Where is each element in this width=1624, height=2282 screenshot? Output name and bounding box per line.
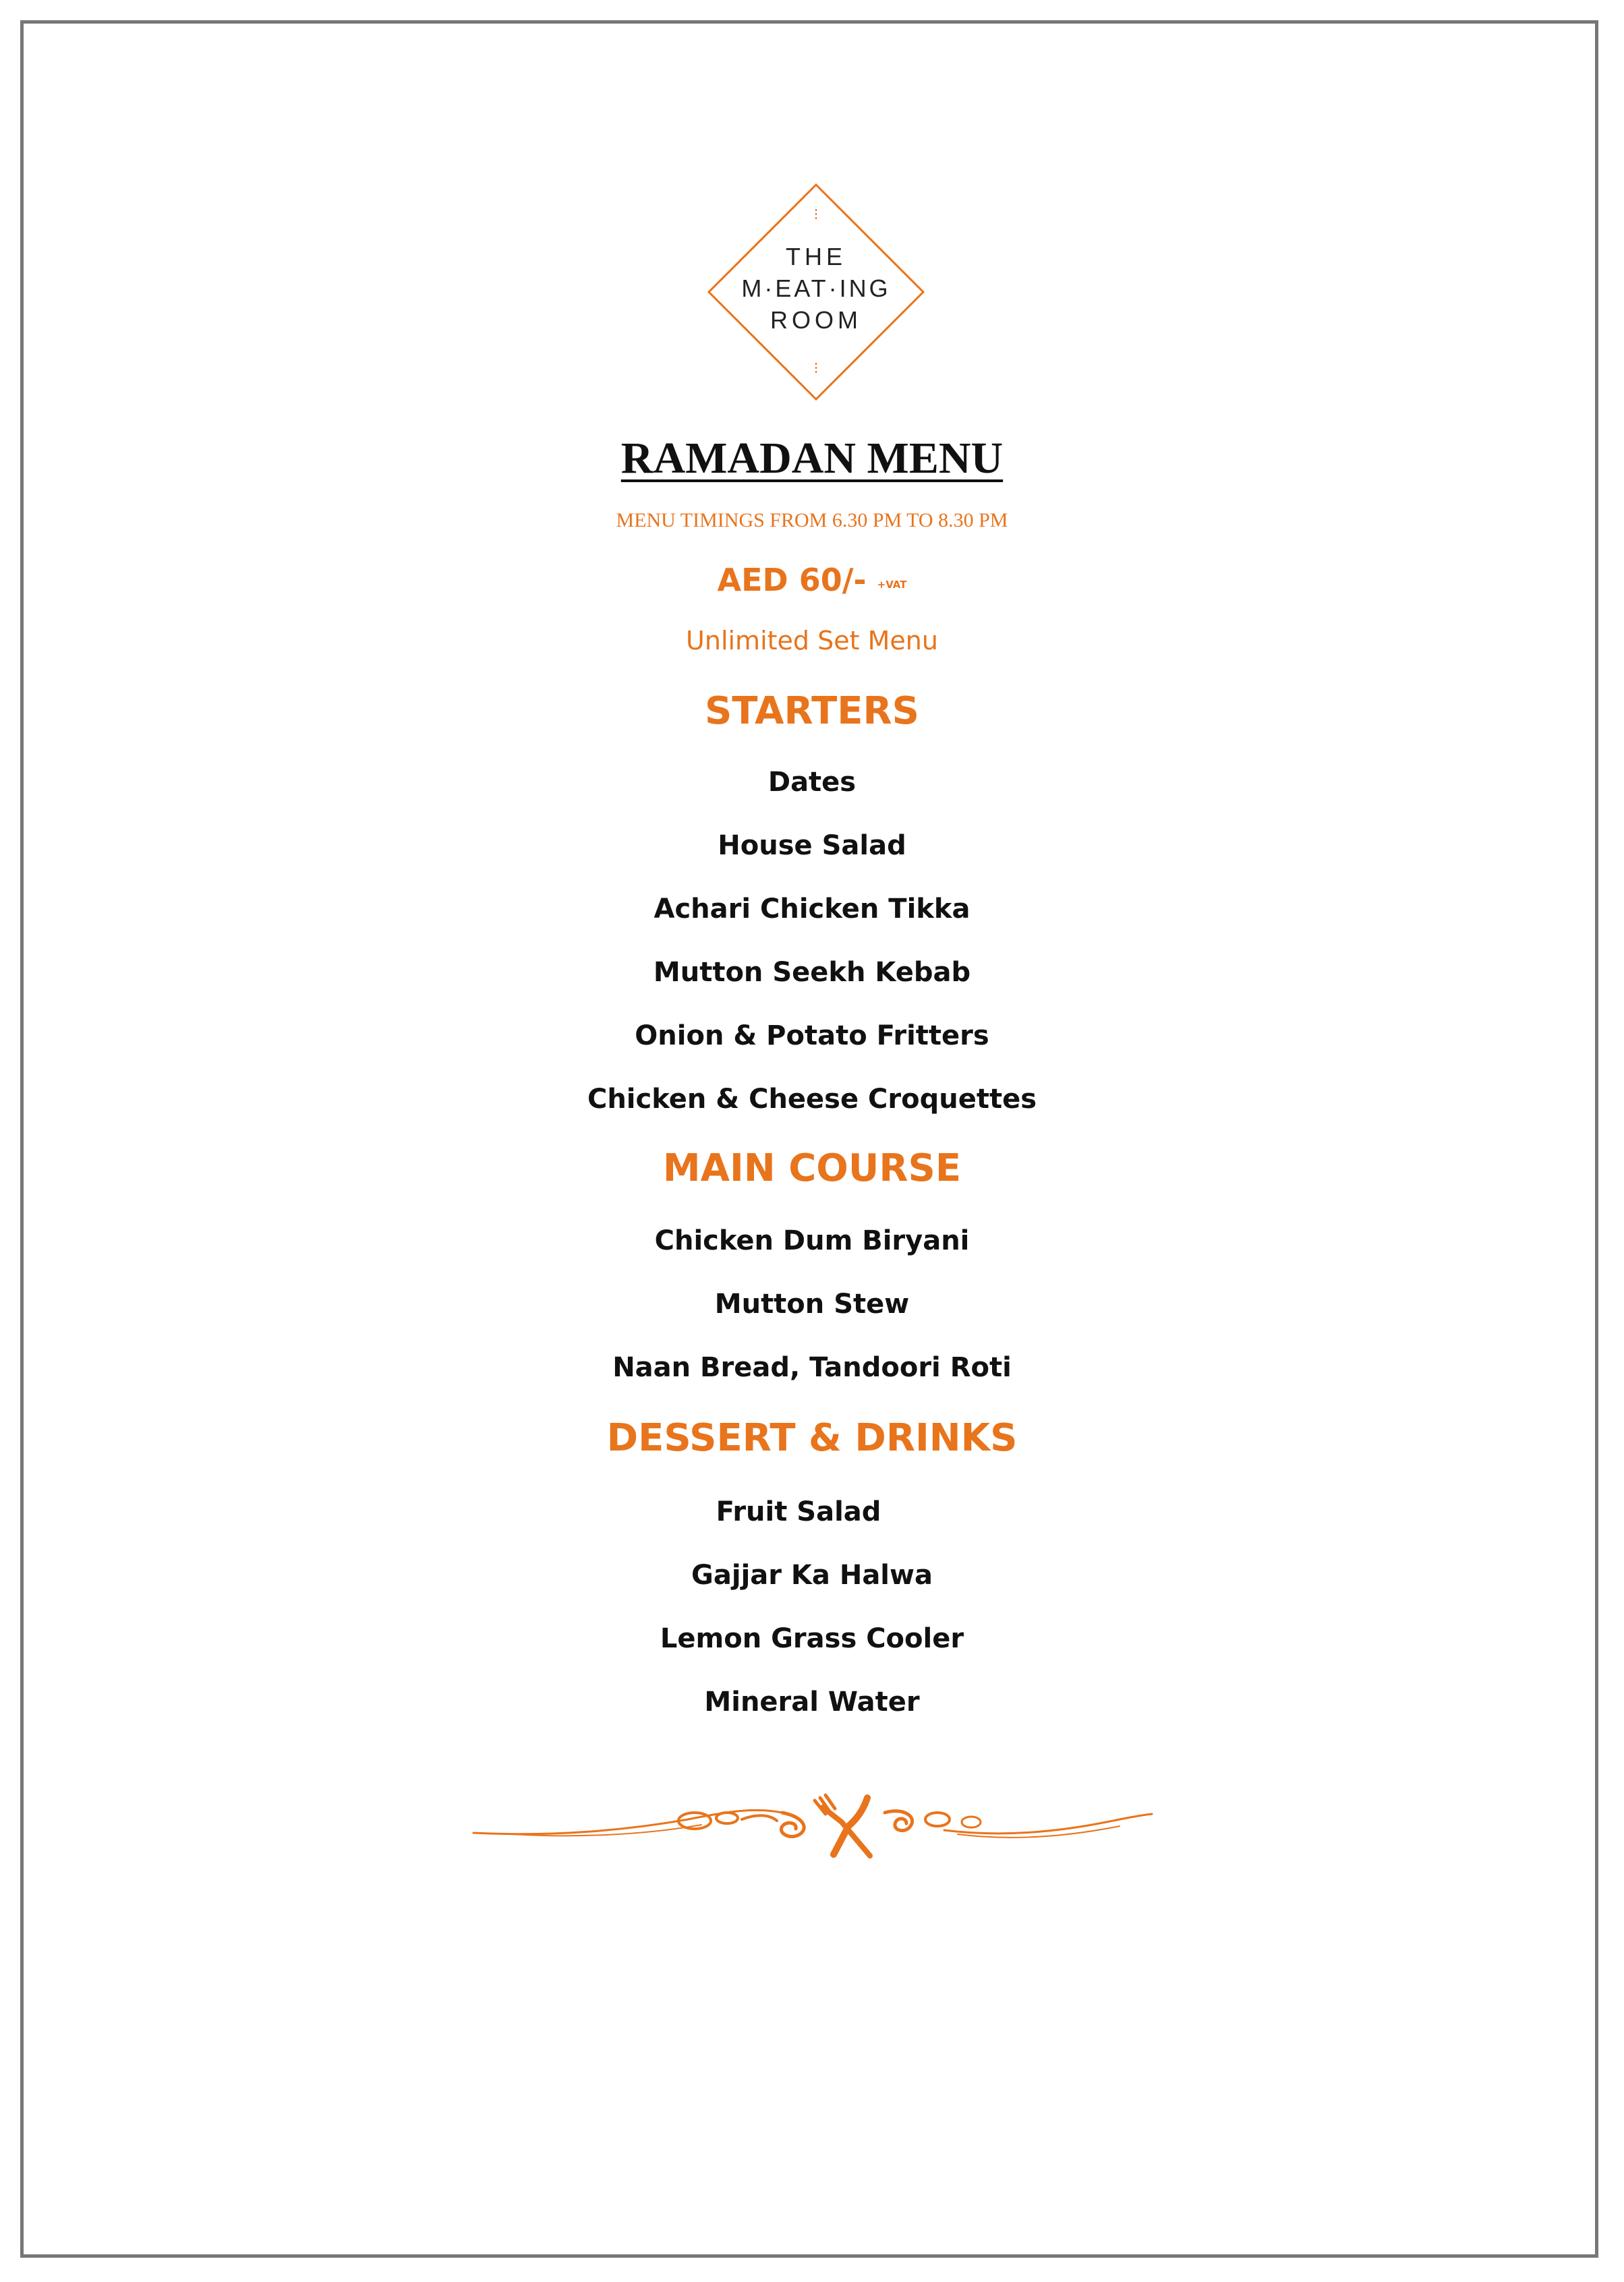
section-heading-starters: STARTERS bbox=[704, 689, 920, 733]
menu-item: Chicken & Cheese Croquettes bbox=[587, 1084, 1037, 1115]
menu-item: Naan Bread, Tandoori Roti bbox=[612, 1352, 1012, 1383]
fork-knife-flourish-icon bbox=[472, 1780, 1153, 1861]
menu-title: RAMADAN MENU bbox=[620, 434, 1004, 483]
menu-item: House Salad bbox=[718, 830, 906, 861]
menu-item: Chicken Dum Biryani bbox=[654, 1225, 970, 1256]
menu-item: Achari Chicken Tikka bbox=[654, 894, 970, 925]
menu-subtitle: Unlimited Set Menu bbox=[686, 626, 938, 655]
menu-item: Mineral Water bbox=[704, 1687, 920, 1718]
section-heading-main-course: MAIN COURSE bbox=[662, 1146, 962, 1190]
menu-item: Dates bbox=[767, 767, 857, 798]
menu-item: Onion & Potato Fritters bbox=[635, 1020, 989, 1051]
menu-timings: MENU TIMINGS FROM 6.30 PM TO 8.30 PM bbox=[616, 509, 1008, 531]
menu-price bbox=[0, 560, 1624, 605]
logo-line-3: ROOM bbox=[770, 306, 862, 334]
menu-item: Fruit Salad bbox=[716, 1496, 881, 1527]
logo-line-1: THE bbox=[786, 243, 846, 270]
restaurant-logo bbox=[706, 182, 926, 402]
section-heading-dessert-drinks: DESSERT & DRINKS bbox=[606, 1416, 1018, 1460]
menu-item: Gajjar Ka Halwa bbox=[691, 1560, 933, 1591]
menu-item: Mutton Seekh Kebab bbox=[653, 957, 971, 988]
vat-note: +VAT bbox=[877, 579, 907, 591]
menu-item: Mutton Stew bbox=[714, 1289, 910, 1320]
menu-item: Lemon Grass Cooler bbox=[660, 1623, 964, 1654]
logo-line-2: M·EAT·ING bbox=[741, 274, 891, 302]
price-amount: AED 60/- bbox=[717, 562, 867, 598]
